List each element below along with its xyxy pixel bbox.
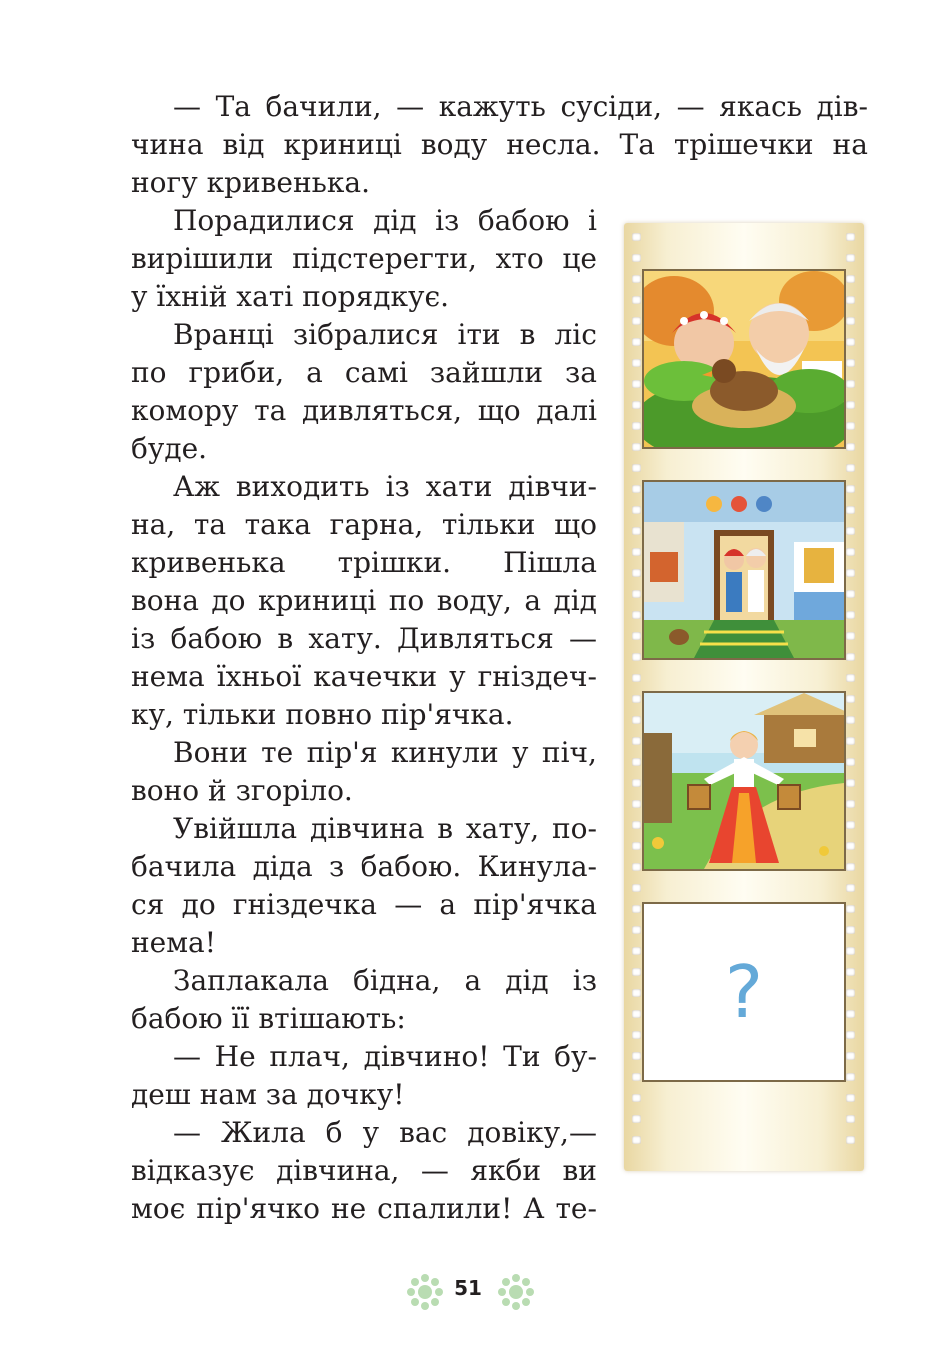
text-line: Вранці зібралися іти в ліс [173,318,597,351]
text-line: деш нам за дочку! [131,1078,405,1111]
text-line: Заплакала бідна, а дід із [173,964,597,997]
question-mark: ? [724,950,764,1034]
text-line: вирішили підстерегти, хто це [131,242,597,275]
text-line: ку, тільки повно пір'ячка. [131,698,514,731]
frame-house-interior [642,480,846,660]
text-line: ногу кривенька. [131,166,370,199]
text-line: відказує дівчина, — якби ви [131,1154,597,1187]
text-line: у їхній хаті порядкує. [131,280,450,313]
text-line: бачила діда з бабою. Кинула- [131,850,597,883]
text-line: ся до гніздечка — а пір'ячка [131,888,597,921]
frame-girl-with-buckets [642,691,846,871]
text-line: Вони те пір'я кинули у піч, [173,736,597,769]
left-ornament-icon [405,1272,445,1312]
text-line: Увійшла дівчина в хату, по- [173,812,597,845]
frame-question [642,902,846,1082]
page-number: 51 [454,1276,482,1300]
text-line: Порадилися дід із бабою і [173,204,597,237]
text-line: бабою її втішають: [131,1002,406,1035]
text-line: — Жила б у вас довіку,— [173,1116,597,1149]
text-line: воно й згоріло. [131,774,353,807]
text-line: чина від криниці воду несла. Та трішечки на [131,128,868,161]
text-line: моє пір'ячко не спалили! А те- [131,1192,597,1225]
text-line: нема! [131,926,216,959]
frame-grandparents-duck [642,269,846,449]
text-line: із бабою в хату. Дивляться — [131,622,597,655]
text-line: комору та дивляться, що далі [131,394,597,427]
film-strip [624,223,864,1171]
text-line: — Не плач, дівчино! Ти бу- [173,1040,597,1073]
page-footer [0,1272,935,1312]
text-line: кривенька трішки. Пішла [131,546,597,579]
text-line: — Та бачили, — кажуть сусіди, — якась дів- [173,90,868,123]
text-line: Аж виходить із хати дівчи- [173,470,597,503]
text-line: буде. [131,432,208,465]
film-perforation-left [632,233,642,1163]
text-line: по гриби, а самі зайшли за [131,356,597,389]
text-line: на, та така гарна, тільки що [131,508,597,541]
text-line: вона до криниці по воду, а дід [131,584,597,617]
text-line: нема їхньої качечки у гніздеч- [131,660,597,693]
film-perforation-right [846,233,856,1163]
right-ornament-icon [496,1272,536,1312]
